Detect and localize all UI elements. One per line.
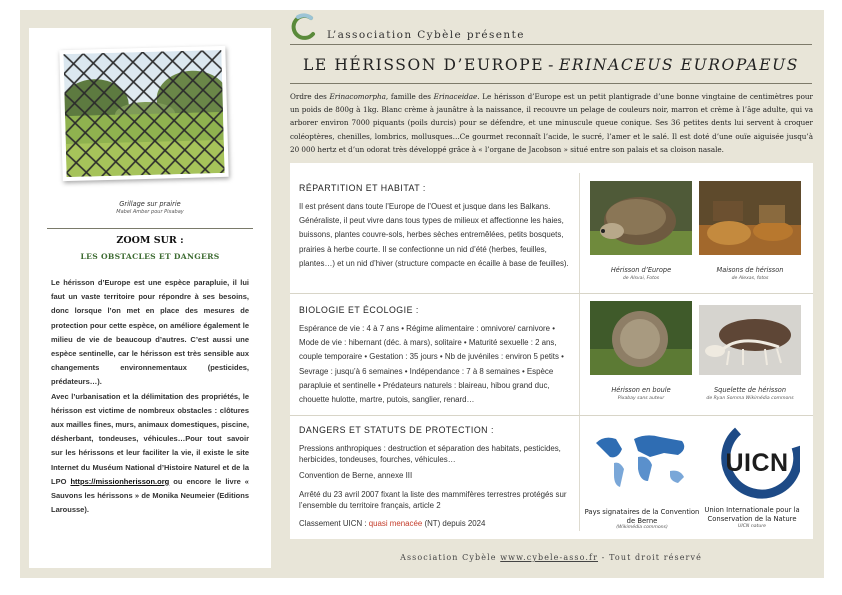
uicn-credit: UICN nature [738, 524, 766, 529]
zoom-paragraph-2: Avec l’urbanisation et la délimitation des propriétés, le hérisson est victime de nombreux obstacles : clôtures aux mailles fines, murs, animaux domestiques, piscine, désherbant, tondeuses, véhicules…Pour tout savoir sur les hérissons et leur faciliter la vie, il existe le site Internet du Muséum National d’Histoire Naturel et de la LPO [51, 391, 249, 486]
intro-text: Ordre des [290, 92, 327, 101]
zoom-paragraph-2-end: ou encore le livre « Sauvons les hérissons » de Monika Neumeier (Editions Larousse). [51, 476, 249, 515]
skeleton-caption: Squelette de hérisson [713, 386, 787, 394]
hedgehog-ball-credit: Pixabay sans auteur [617, 396, 665, 401]
footer-association: Association Cybèle [400, 553, 497, 562]
intro-paragraph [290, 90, 813, 156]
dangers-uicn [299, 517, 571, 531]
left-column [29, 28, 271, 568]
dangers-berne: Convention de Berne, annexe III [299, 471, 413, 480]
skeleton-credit: de Ryan Somma Wikimédia commons [706, 396, 794, 401]
intro-text: , famille des [385, 92, 431, 101]
hedgehog-houses-photo [699, 181, 801, 255]
zoom-divider [47, 228, 253, 229]
berne-map [590, 429, 694, 495]
fence-photo-image [63, 50, 224, 177]
zoom-subtitle: LES OBSTACLES ET DANGERS [80, 252, 220, 261]
uicn-status: quasi menacée [368, 519, 423, 528]
hedgehog-credit: de Alsvai, Fotos [622, 276, 660, 281]
zoom-title: ZOOM SUR : [116, 235, 184, 246]
uicn-logo-text: UICN [725, 449, 789, 477]
dangers-title: DANGERS ET STATUTS DE PROTECTION : [299, 425, 494, 435]
uicn-since: (NT) depuis 2024 [424, 519, 486, 528]
dangers-arrete: Arrêté du 23 avril 2007 fixant la liste des mammifères terrestres protégés sur l’ensemble du territoire français, article 2 [299, 490, 567, 510]
skeleton-photo [699, 305, 801, 375]
hedgehog-ball-caption: Hérisson en boule [611, 386, 671, 394]
presents-line: L’association Cybèle présente [327, 29, 525, 41]
intro-family: Erinaceidae [433, 92, 478, 101]
uicn-logo [704, 425, 800, 503]
berne-map-caption: Pays signataires de la Convention de Berne [584, 508, 700, 525]
uicn-label: Classement UICN : [299, 519, 367, 528]
footer [290, 553, 812, 562]
cybele-logo-icon [289, 12, 317, 44]
mission-herisson-link[interactable]: https://missionherisson.org [70, 476, 170, 486]
zoom-text [51, 276, 249, 517]
habitat-title: RÉPARTITION ET HABITAT : [299, 183, 426, 193]
hedgehog-photo [590, 181, 692, 255]
hedgehog-caption: Hérisson d’Europe [610, 266, 672, 274]
header-rule-bottom [290, 83, 812, 84]
info-panel [290, 163, 813, 539]
title-latin-name: ERINACEUS EUROPAEUS [559, 56, 800, 74]
biologie-text: Espérance de vie : 4 à 7 ans • Régime alimentaire : omnivore/ carnivore • Mode de vie : hibernant (déc. à mars), solitaire • Maturité sexuelle : 2 ans, couple temporaire • Gestation : 35 jours • Nb de juvéniles : environ 5 petits • Sevrage : jusqu’à 6 semaines • Indépendance : 7 à 8 semaines • Espèce parapluie et sentinelle • Prédateurs naturels : blaireau, hibou grand duc, chouette hulotte, martre, putois, sanglier, renard… [299, 324, 564, 405]
hedgehog-houses-caption: Maisons de hérisson [716, 266, 784, 274]
page-title [290, 56, 812, 74]
intro-order: Erinacomorpha [329, 92, 386, 101]
zoom-paragraph-1: Le hérisson d’Europe est une espèce parapluie, il lui faut un vaste territoire pour répondre à ses besoins, donc lorsque l’on met en place des mesures de protection pour cette espèce, on améliore également le milieu de vie de beaucoup d’autres. C’est aussi une espèce sentinelle, car le hérisson est très sensible aux changements environnementaux (pesticides, prédateurs…). [51, 278, 249, 387]
hedgehog-ball-photo [590, 301, 692, 375]
uicn-caption: Union Internationale pour la Conservation de la Nature [704, 506, 800, 523]
section-divider [290, 293, 813, 294]
title-common-name: LE HÉRISSON D’EUROPE [302, 56, 545, 74]
title-separator: - [548, 56, 556, 74]
footer-rights: - Tout droit réservé [601, 553, 702, 562]
header-rule-top [290, 44, 812, 45]
dangers-pressions: Pressions anthropiques : destruction et séparation des habitats, pesticides, herbicides, tondeuses, fourches, véhicules… [299, 444, 561, 464]
section-divider [290, 415, 813, 416]
panel-vertical-divider [579, 173, 580, 531]
hedgehog-houses-credit: de Alexas, fotos [731, 276, 769, 281]
footer-website-link[interactable]: www.cybele-asso.fr [500, 553, 599, 562]
berne-map-credit: (Wikimédia commons) [616, 525, 668, 530]
biologie-title: BIOLOGIE ET ÉCOLOGIE : [299, 305, 419, 315]
photo-caption: Grillage sur prairie [119, 200, 181, 208]
habitat-text: Il est présent dans toute l’Europe de l’Ouest et jusque dans les Balkans. Généraliste, il peut vivre dans tous types de milieux et affectionne les haies, buissons, plantes couvre-sols, herbes sèches entremêlées, petits bosquets, prairies à herbe courte. Il se confectionne un nid d’été (herbes, feuilles, plantes…) et un nid d’hiver (structure compacte en écaille à base de feuilles). [299, 202, 569, 268]
intro-text: . Le hérisson d’Europe est un petit plantigrade d’une bonne vingtaine de centimètres pour un poids de 800g à 1kg. Blanc crème à jaunâtre à la naissance, il recouvre un pelage de couleurs noir, marron et crème à l’âge adulte, qui va arborer environ 7000 piquants (poils durcis) pour se défendre, et une minuscule queue conique. Ses 36 petites dents lui servent à croquer coléoptères, chenilles, lombrics, mollusques…Ce gourmet reconnaît l’acide, le sucré, l’amer et le salé. Il est doté d’une ouïe aiguisée jusqu’à 20 000 hertz et d’un odorat très développé grâce à « l’organe de Jacobson » situé entre son palais et sa cloison nasale. [290, 92, 813, 154]
photo-credit: Mabel Amber pour Pixabay [116, 209, 184, 215]
fence-photo [59, 46, 228, 181]
